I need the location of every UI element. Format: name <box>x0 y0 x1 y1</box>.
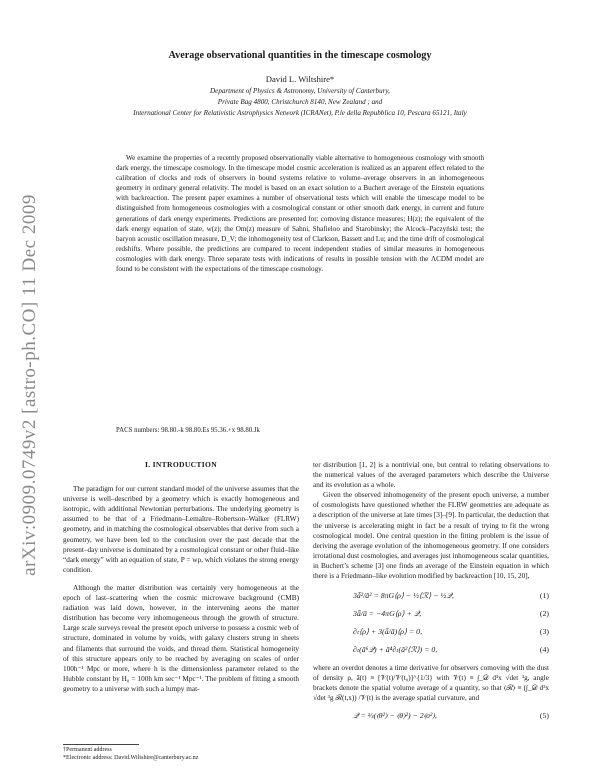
equation-4-body: ∂ₜ(ā⁶𝒬) + ā⁴∂ₜ(ā²⟨ℛ⟩) = 0, <box>353 645 438 655</box>
right-column <box>313 460 549 726</box>
left-paragraph-2: Although the matter distribution was certainly very homogeneous at the epoch of last–scattering when the cosmic microwave background (CMB) radiation was laid down, however, in the intervening aeons the matter distribution has become very inhomogeneous through the growth of structure. Large scale surveys reveal the present epoch universe to possess a cosmic web of structure, dominated in volume by voids, with galaxy clusters strung in sheets and filaments that surround the voids, and thread them. Statistical homogeneity of this structure appears only to be reached by averaging on scales of order 100h⁻¹ Mpc or more, where h is the dimensionless parameter related to the Hubble constant by H₀ = 100h km sec⁻¹ Mpc⁻¹. The problem of fitting a smooth geometry to a universe with such a lumpy mat- <box>63 583 299 693</box>
affiliation-line-2: Private Bag 4800, Christchurch 8140, New Zealand ; and <box>217 98 383 106</box>
right-paragraph-1: ter distribution [1, 2] is a nontrivial one, but central to relating observations to the numerical values of the averaged parameters which describe the Universe and its evolution as a whole. <box>313 461 549 490</box>
equation-5 <box>313 708 549 726</box>
footnote-1: †Permanent address <box>63 747 112 753</box>
equation-5-body: 𝒬 = ⅔(⟨θ²⟩ − ⟨θ⟩²) − 2⟨σ²⟩, <box>353 711 437 721</box>
affiliation-line-3: International Center for Relativistic Astrophysics Network (ICRANet), P.le della Repubblica 10, Pescara 65121, Italy <box>133 109 467 117</box>
equation-3 <box>313 623 549 641</box>
equation-4-number: (4) <box>539 645 549 655</box>
pacs-numbers: PACS numbers: 98.80.-k 98.80.Es 95.36.+x 98.80.Jk <box>116 427 260 434</box>
left-paragraph-1: The paradigm for our current standard model of the universe assumes that the universe is well–described by a geometry which is exactly homogeneous and isotropic, with additional Newtonian perturbations. The underlying geometry is assumed to be that of a Friedmann–Lemaître–Robertson–Walker (FLRW) geometry, and in matching the cosmological observables that derive from such a geometry, we have been led to the conclusion over the past decade that the present–day universe is dominated by a cosmological constant or other fluid–like “dark energy” with an equation of state, P = wρ, which violates the strong energy condition. <box>63 485 299 574</box>
paper-title: Average observational quantities in the timescape cosmology <box>168 50 432 61</box>
section-heading: I. INTRODUCTION <box>144 460 217 469</box>
right-paragraph-2: Given the observed inhomogeneity of the present epoch universe, a number of cosmologists have questioned whether the FLRW geometries are adequate as a description of the universe at late times [3]–[9]. In particular, the deduction that the universe is accelerating might in fact be a result of trying to fit the wrong cosmological model. One central question in the fitting problem is the issue of deriving the average evolution of the inhomogeneous geometry. If one considers irrotational dust cosmologies, and averages just inhomogeneous scalar quantities, in Buchert’s scheme [3] one finds an average of the Einstein equation in which there is a Friedmann–like evolution modified by backreaction [10, 15, 20], <box>313 491 549 581</box>
equation-1 <box>313 587 549 605</box>
affiliation-line-1: Department of Physics & Astronomy, University of Canterbury, <box>210 87 390 95</box>
author-name: David L. Wiltshire* <box>265 74 335 84</box>
left-column <box>63 460 299 694</box>
equation-5-number: (5) <box>539 711 549 721</box>
equation-2 <box>313 605 549 623</box>
equation-1-body: 3ǡ²/ā² = 8πG⟨ρ⟩ − ½⟨ℛ⟩ − ½𝒬, <box>353 591 454 601</box>
arxiv-identifier-strip <box>8 170 52 600</box>
arxiv-identifier: arXiv:0909.0749v2 [astro-ph.CO] 11 Dec 2009 <box>19 194 41 576</box>
equation-3-body: ∂ₜ⟨ρ⟩ + 3(ǡ/ā)⟨ρ⟩ = 0, <box>353 627 423 637</box>
footnote-2: *Electronic address: David.Wiltshire@canterbury.ac.nz <box>63 755 199 761</box>
equation-1-number: (1) <box>539 591 549 601</box>
right-paragraph-3: where an overdot denotes a time derivative for observers comoving with the dust of density ρ, ā(t) ≡ [𝒱(t)/𝒱(t₀)]^{1/3} with 𝒱(t) ≡ ∫_𝒟 d³x √det ³g, angle brackets denote the spatial volume average of a quantity, so that ⟨ℛ⟩ ≡ (∫_𝒟 d³x √det ³g ℛ(t,x)) /𝒱(t) is the average spatial curvature, and <box>313 664 549 703</box>
equation-4 <box>313 641 549 659</box>
abstract: We examine the properties of a recently proposed observationally viable alternative to homogeneous cosmology with smooth dark energy, the timescape cosmology. In the timescape model cosmic acceleration is realized as an apparent effect related to the calibration of clocks and rods of observers in bound systems relative to volume–average observers in an inhomogeneous geometry in ordinary general relativity. The model is based on an exact solution to a Buchert average of the Einstein equations with backreaction. The present paper examines a number of observational tests which will enable the timescape model to be distinguished from homogeneous cosmologies with a cosmological constant or other smooth dark energy, in current and future generations of dark energy experiments. Predictions are presented for: comoving distance measures; H(z); the equivalent of the dark energy equation of state, w(z); the Om(z) measure of Sahni, Shafieloo and Starobinsky; the Alcock–Paczyński test; the baryon acoustic oscillation measure, D_V; the inhomogeneity test of Clarkson, Bassett and Lu; and the time drift of cosmological redshifts. Where possible, the predictions are compared to recent independent studies of similar measures in homogeneous cosmologies with dark energy. Three separate tests with indications of results in possible tension with the ΛCDM model are found to be consistent with the expectations of the timescape cosmology. <box>116 154 484 274</box>
equation-3-number: (3) <box>539 627 549 637</box>
equation-2-number: (2) <box>539 609 549 619</box>
equation-2-body: 3ǟ/ā = −4πG⟨ρ⟩ + 𝒬, <box>353 609 422 619</box>
footnote-rule <box>63 744 139 745</box>
